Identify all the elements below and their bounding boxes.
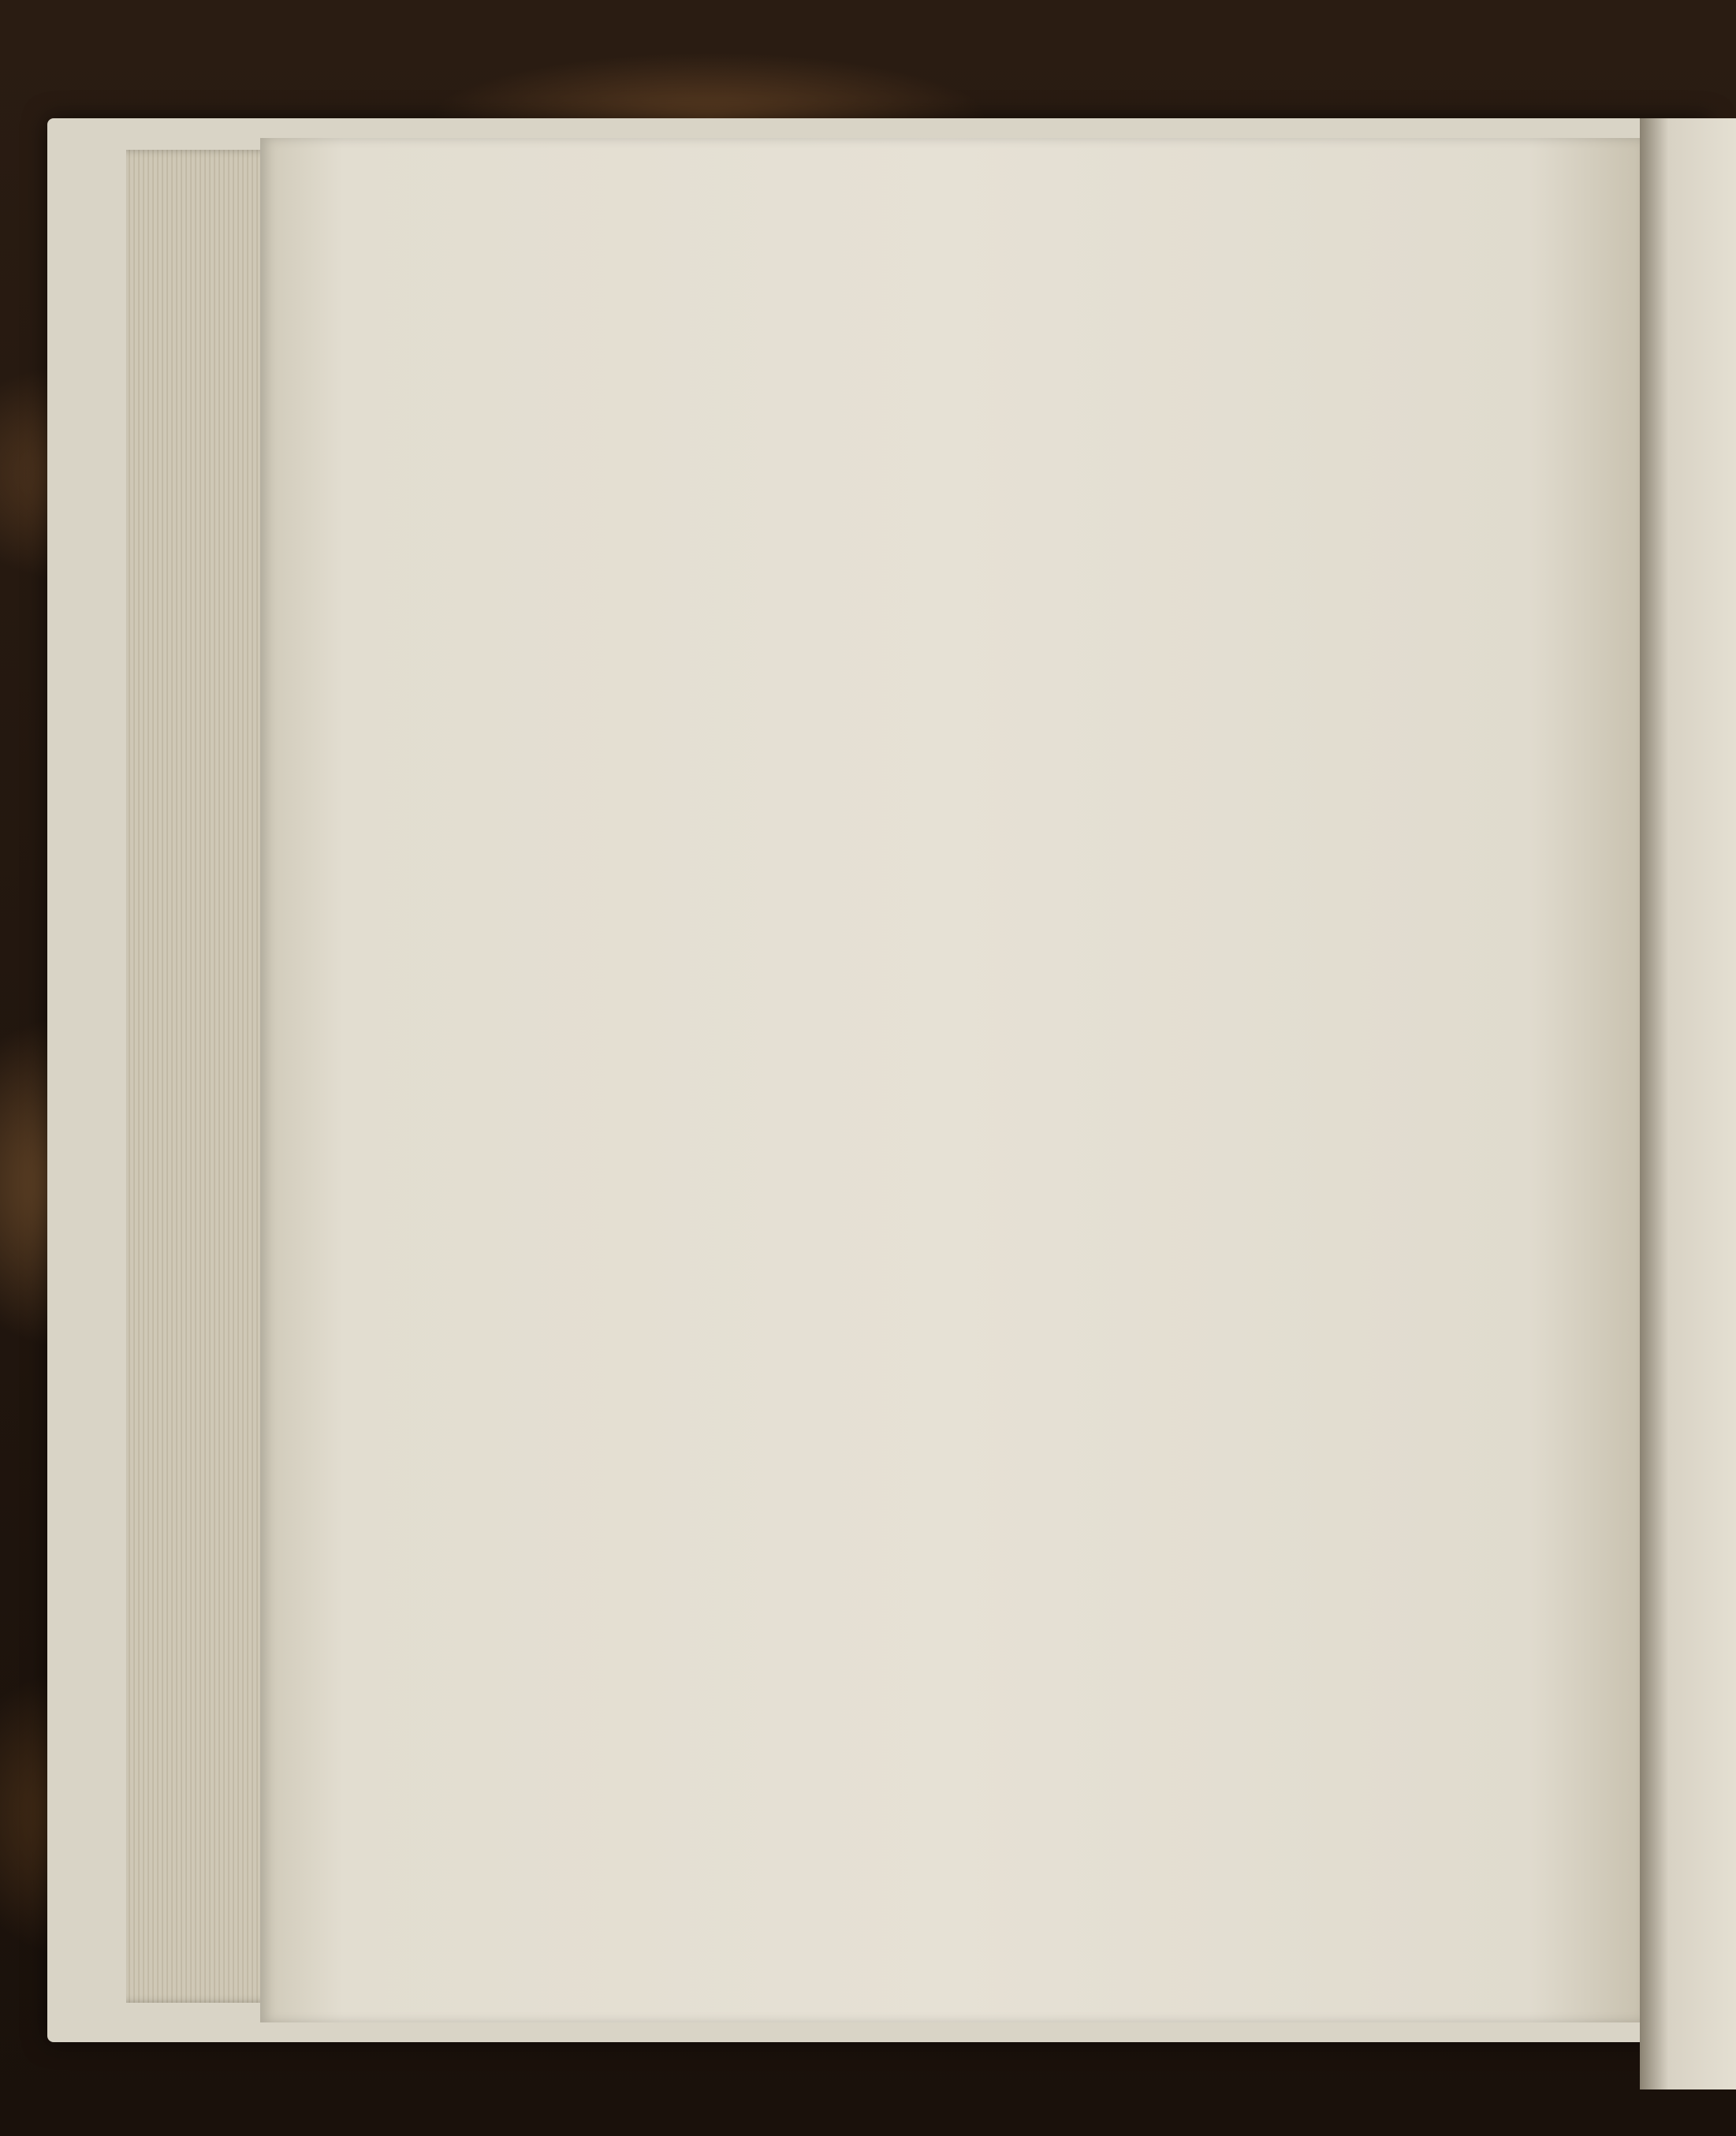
facing-page-edge: [1640, 118, 1736, 2089]
page-header: [511, 246, 1615, 293]
book-page: [260, 138, 1640, 2022]
